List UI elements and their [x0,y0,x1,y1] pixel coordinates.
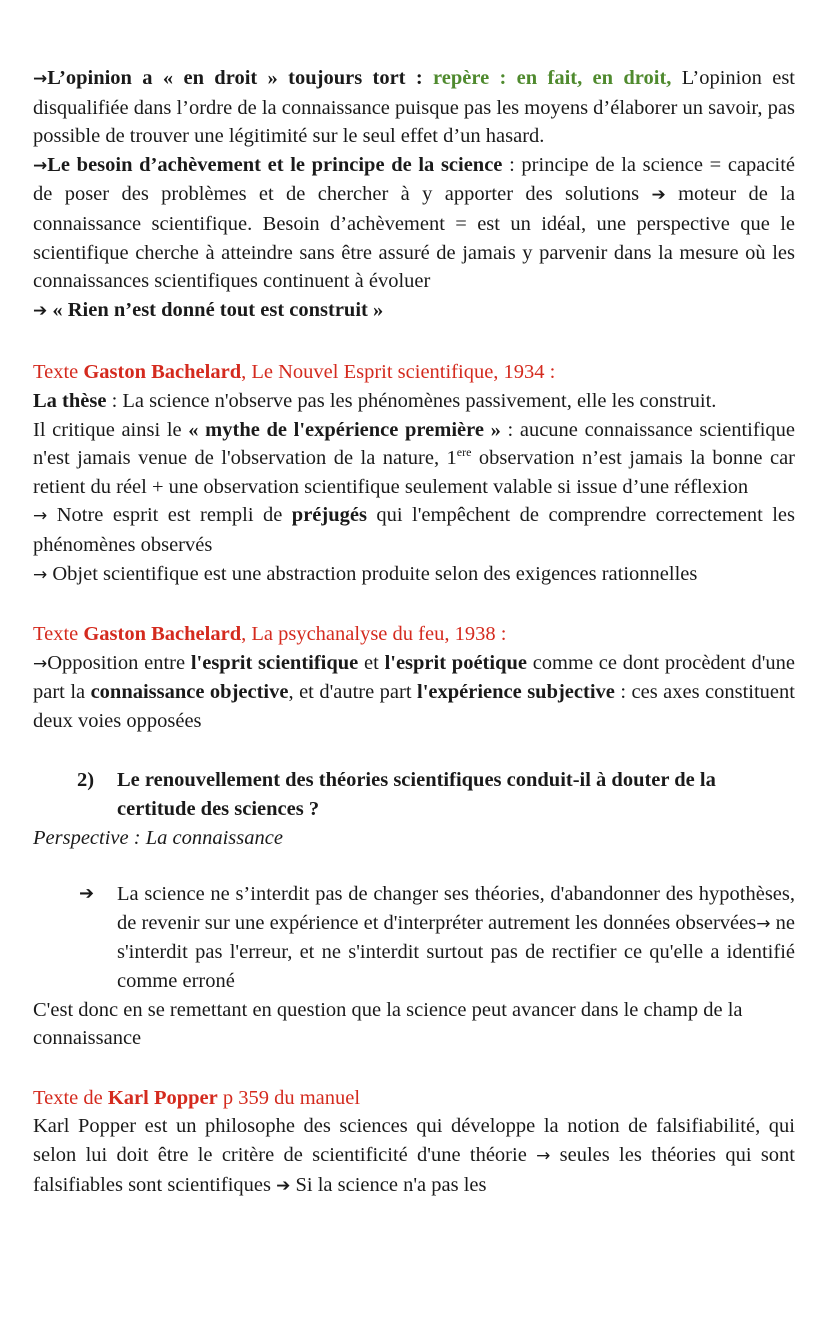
list-item: ➔ La science ne s’interdit pas de changer ses théories, d'abandonner des hypothèses, de revenir sur une expérience et d'interpréter autrement les données observées→ ne s'interdit pas l'erreur, et ne s'interdit surtout pas de rectifier ce qu'elle a identifié comme erroné [33,880,795,995]
mythe-term: « mythe de l'expérience première » [188,418,501,441]
opinion-title: L’opinion a « en droit » toujours tort : [47,67,423,89]
section-2-heading [33,766,795,823]
these-label: La thèse [33,389,107,412]
quote-line [33,296,795,326]
prejuges-term: préjugés [291,504,367,527]
section-title: Le renouvellement des théories scientifiques conduit-il à douter de la certitude des sciences ? [117,769,716,821]
section-number: 2) [77,769,95,792]
repere-note: repère : en fait, en droit, [422,67,672,89]
paragraph-achevement [33,151,795,296]
bachelard-1-heading: Texte Gaston Bachelard, Le Nouvel Esprit scientifique, 1934 : [33,361,556,384]
these-paragraph: La thèse : La science n'observe pas les phénomènes passivement, elle les construit. [33,389,717,412]
arrow-icon: → [756,913,771,934]
achevement-text-2: moteur de la connaissance scientifique. Besoin d’achèvement = est un idéal, une perspective que le scientifique cherche à atteindre sans être assuré de jamais y parvenir dans la mesure où les connaissances scientifiques continuent à évoluer [33,183,795,293]
document-page [33,64,795,1200]
author-name: Gaston Bachelard [83,361,242,384]
objet-paragraph: → Objet scientifique est une abstraction produite selon des exigences rationnelles [33,562,698,585]
perspective-line: Perspective : La connaissance [33,826,283,849]
arrow-icon: → [33,653,48,674]
popper-paragraph: Karl Popper est un philosophe des sciences qui développe la notion de falsifiabilité, qui selon lui doit être le critère de scientificité d'une théorie → seules les théories qui sont falsifiables sont scientifiques ➔ Si la science n'a pas les [33,1115,795,1196]
arrow-icon: → [33,506,48,527]
achevement-text-1: : principe de la science = capacité de poser des problèmes et de chercher à y apporter des solutions [33,153,795,206]
arrow-icon: → [33,155,48,176]
opinion-text: L’opinion est disqualifiée dans l’ordre de la connaissance puisque pas les moyens d’élaborer un savoir, pas possible de trouver une légitimité sur le seul effet d’un hasard. [33,67,795,148]
arrow-icon: → [33,564,48,585]
arrow-icon: ➔ [276,1175,291,1196]
paragraph-opinion [33,64,795,151]
arrow-icon: ➔ [33,300,48,321]
conclusion-paragraph: C'est donc en se remettant en question que la science peut avancer dans le champ de la connaissance [33,998,743,1050]
arrow-icon: → [33,69,48,89]
quote-text: « Rien n’est donné tout est construit » [47,298,384,321]
critique-paragraph: Il critique ainsi le « mythe de l'expérience première » : aucune connaissance scientifique n'est jamais venue de l'observation de la nature, 1ere observation n’est jamais la bonne car retient du réel + une observation scientifique seulement valable si issue d’une réflexion [33,418,795,498]
arrow-icon: ➔ [651,185,666,206]
prejuges-paragraph: → Notre esprit est rempli de préjugés qui l'empêchent de comprendre correctement les phénomènes observés [33,504,796,556]
achevement-title: Le besoin d’achèvement et le principe de la science [47,153,503,176]
bachelard-2-heading: Texte Gaston Bachelard, La psychanalyse du feu, 1938 : [33,623,507,646]
popper-heading: Texte de Karl Popper p 359 du manuel [33,1086,361,1109]
author-name: Gaston Bachelard [83,623,242,646]
arrow-bullet-icon: ➔ [79,883,95,905]
opposition-paragraph: →Opposition entre l'esprit scientifique et l'esprit poétique comme ce dont procèdent d'une part la connaissance objective, et d'autre part l'expérience subjective : ces axes constituent deux voies opposées [33,651,796,732]
arrow-icon: → [536,1146,551,1166]
author-name: Karl Popper [107,1086,218,1109]
